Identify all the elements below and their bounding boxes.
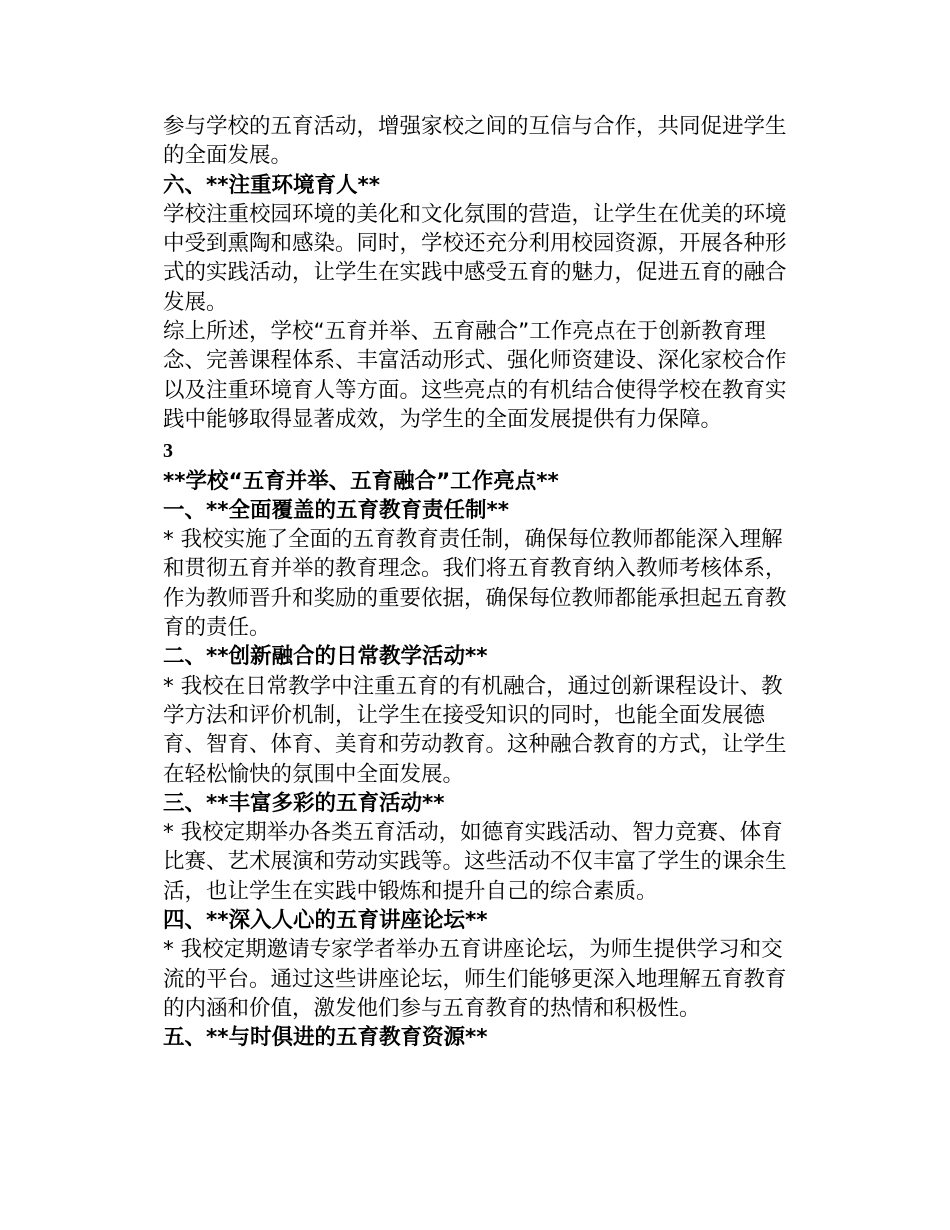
section-heading-2: 二、**创新融合的日常教学活动** xyxy=(163,644,488,670)
section-heading-3: 三、**丰富多彩的五育活动** xyxy=(163,790,445,816)
paragraph-continuation: 参与学校的五育活动，增强家校之间的互信与合作，共同促进学生的全面发展。 xyxy=(163,114,787,169)
document-page xyxy=(163,112,795,1053)
section-number: 3 xyxy=(163,440,173,463)
paragraph-activities: * 我校定期举办各类五育活动，如德育实践活动、智力竞赛、体育比赛、艺术展演和劳动实践等。这些活动不仅丰富了学生的课余生活，也让学生在实践中锻炼和提升自己的综合素质。 xyxy=(163,820,787,904)
section-heading-4: 四、**深入人心的五育讲座论坛** xyxy=(163,908,488,934)
paragraph-responsibility: * 我校实施了全面的五育教育责任制，确保每位教师都能深入理解和贯彻五育并举的教育理念。我们将五育教育纳入教师考核体系，作为教师晋升和奖励的重要依据，确保每位教师都能承担起五育教育的责任。 xyxy=(163,527,787,641)
paragraph-teaching: * 我校在日常教学中注重五育的有机融合，通过创新课程设计、教学方法和评价机制，让学生在接受知识的同时，也能全面发展德育、智育、体育、美育和劳动教育。这种融合教育的方式，让学生在轻松愉快的氛围中全面发展。 xyxy=(163,673,787,787)
paragraph-lectures: * 我校定期邀请专家学者举办五育讲座论坛，为师生提供学习和交流的平台。通过这些讲座论坛，师生们能够更深入地理解五育教育的内涵和价值，激发他们参与五育教育的热情和积极性。 xyxy=(163,937,787,1021)
document-title: **学校“五育并举、五育融合”工作亮点** xyxy=(163,468,559,494)
section-heading-6: 六、**注重环境育人** xyxy=(163,172,380,198)
section-heading-5: 五、**与时俱进的五育教育资源** xyxy=(163,1025,488,1051)
paragraph-environment: 学校注重校园环境的美化和文化氛围的营造，让学生在优美的环境中受到熏陶和感染。同时，学校还充分利用校园资源，开展各种形式的实践活动，让学生在实践中感受五育的魅力，促进五育的融合发展。 xyxy=(163,201,787,315)
section-heading-1: 一、**全面覆盖的五育教育责任制** xyxy=(163,497,509,523)
paragraph-summary: 综上所述，学校“五育并举、五育融合”工作亮点在于创新教育理念、完善课程体系、丰富活动形式、强化师资建设、深化家校合作以及注重环境育人等方面。这些亮点的有机结合使得学校在教育实践中能够取得显著成效，为学生的全面发展提供有力保障。 xyxy=(163,319,787,432)
